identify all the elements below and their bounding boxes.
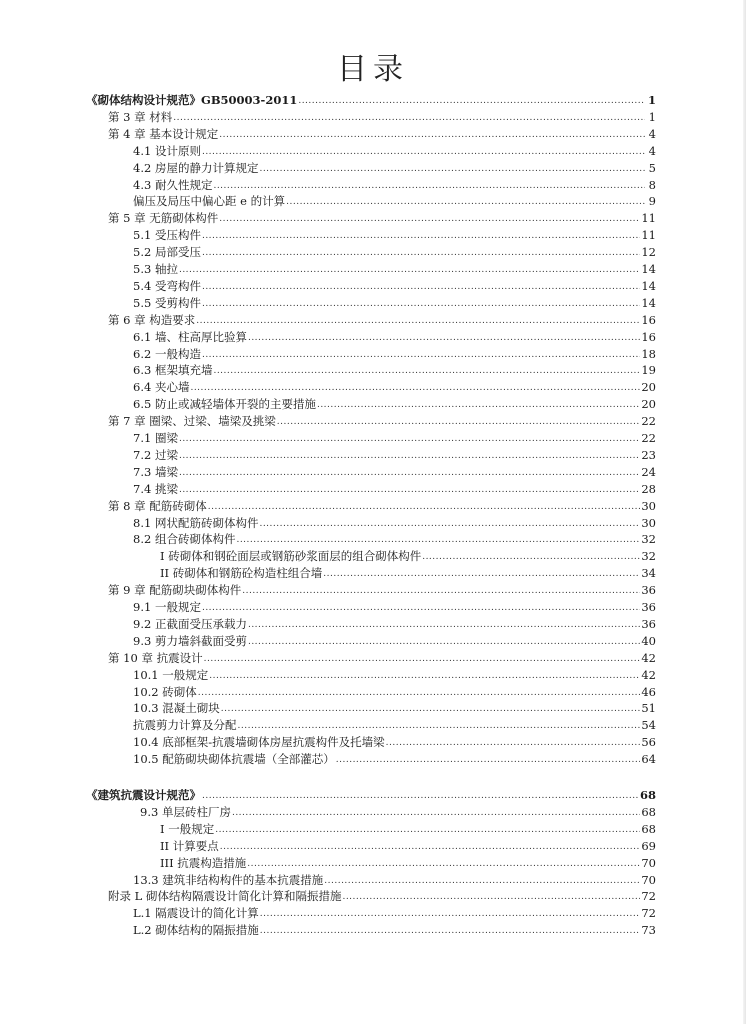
toc-entry[interactable] [108, 888, 656, 904]
toc-entry-label: 13.3 建筑非结构构件的基本抗震措施 [133, 872, 324, 887]
toc-entry-label: 第 10 章 抗震设计 [108, 650, 203, 665]
toc-leader-dots [190, 382, 640, 395]
toc-entry-label: 《建筑抗震设计规范》 [86, 788, 201, 802]
toc-leader-dots [179, 433, 640, 446]
toc-entry-page: 56 [641, 735, 656, 750]
toc-leader-dots [298, 95, 645, 108]
toc-leader-dots [202, 790, 639, 803]
toc-entry[interactable] [133, 922, 656, 938]
toc-entry-page: 14 [641, 295, 656, 310]
toc-entry[interactable] [108, 210, 656, 226]
toc-entry-page: 42 [641, 667, 656, 682]
toc-leader-dots [202, 298, 640, 311]
toc-entry-page: 20 [641, 380, 656, 395]
toc-entry-label: 第 8 章 配筋砖砌体 [108, 498, 207, 513]
toc-leader-dots [324, 875, 640, 888]
toc-entry-page: 42 [641, 650, 656, 665]
toc-entry[interactable] [160, 855, 656, 871]
toc-entry[interactable] [133, 717, 656, 733]
toc-entry[interactable] [133, 515, 656, 531]
toc-entry-page: 14 [641, 278, 656, 293]
toc-entry-label: II 砖砌体和钢筋砼构造柱组合墙 [160, 566, 323, 581]
toc-entry-page: 18 [641, 346, 656, 361]
toc-leader-dots [342, 891, 640, 904]
toc-entry-page: 64 [641, 752, 656, 767]
toc-entry[interactable] [133, 616, 656, 632]
toc-entry[interactable] [86, 787, 656, 803]
toc-entry-page: 19 [641, 363, 656, 378]
toc-entry-page: 68 [639, 788, 656, 802]
toc-entry[interactable] [133, 346, 656, 362]
toc-entry-page: 5 [648, 160, 656, 175]
toc-leader-dots [248, 332, 640, 345]
toc-entry-label: L.1 隔震设计的简化计算 [133, 906, 259, 921]
toc-leader-dots [259, 518, 640, 531]
toc-entry[interactable] [108, 582, 656, 598]
toc-entry-label: 偏压及局压中偏心距 e 的计算 [133, 194, 286, 209]
toc-leader-dots [219, 129, 645, 142]
toc-entry[interactable] [133, 872, 656, 888]
toc-leader-dots [215, 824, 640, 837]
toc-entry-page: 28 [641, 481, 656, 496]
toc-entry-label: 10.4 底部框架-抗震墙砌体房屋抗震构件及托墙梁 [133, 735, 385, 750]
toc-entry-label: 7.4 挑梁 [133, 481, 178, 496]
toc-entry-label: 第 9 章 配筋砌块砌体构件 [108, 583, 242, 598]
toc-entry-label: 6.4 夹心墙 [133, 380, 190, 395]
toc-entry-label: 4.3 耐久性规定 [133, 177, 213, 192]
toc-entry-label: 7.3 墙梁 [133, 464, 178, 479]
toc-entry[interactable] [133, 734, 656, 750]
toc-entry-label: I 砖砌体和钢砼面层或钢筋砂浆面层的组合砌体构件 [160, 549, 422, 564]
toc-entry-page: 8 [648, 177, 656, 192]
toc-entry-page: 4 [648, 143, 656, 158]
toc-entry-page: 16 [641, 329, 656, 344]
toc-entry[interactable] [133, 193, 656, 209]
toc-leader-dots [277, 416, 641, 429]
toc-leader-dots [219, 213, 640, 226]
toc-entry-label: 第 3 章 材料 [108, 109, 173, 124]
toc-entry-page: 23 [641, 447, 656, 462]
toc-entry-label: 6.3 框架填充墙 [133, 363, 213, 378]
toc-entry[interactable] [133, 633, 656, 649]
toc-leader-dots [422, 551, 640, 564]
toc-entry-label: 抗震剪力计算及分配 [133, 718, 237, 733]
toc-entry[interactable] [133, 905, 656, 921]
toc-entry[interactable] [133, 531, 656, 547]
toc-entry-label: 《砌体结构设计规范》GB50003-2011 [86, 93, 298, 107]
toc-entry-page: 12 [641, 245, 656, 260]
toc-entry-page: 22 [641, 431, 656, 445]
toc-leader-dots [204, 653, 641, 666]
toc-entry-page: 51 [641, 701, 656, 716]
toc-entry[interactable] [133, 177, 656, 193]
toc-entry-label: 9.3 剪力墙斜截面受剪 [133, 633, 247, 648]
toc-entry-label: 第 7 章 圈梁、过梁、墙梁及挑梁 [108, 414, 276, 429]
toc-entry[interactable] [133, 751, 656, 767]
toc-leader-dots [179, 467, 640, 480]
toc-leader-dots [202, 247, 640, 260]
toc-entry[interactable] [133, 143, 656, 159]
toc-entry[interactable] [108, 109, 656, 125]
toc-entry-label: 6.5 防止或减轻墙体开裂的主要措施 [133, 397, 316, 412]
toc-entry-label: 第 5 章 无筋砌体构件 [108, 211, 219, 226]
toc-entry[interactable] [133, 278, 656, 294]
toc-entry-page: 68 [641, 821, 656, 836]
toc-entry-page: 20 [641, 397, 656, 412]
toc-entry-label: 8.2 组合砖砌体构件 [133, 532, 236, 547]
toc-leader-dots [179, 484, 640, 497]
toc-entry-label: 第 4 章 基本设计规定 [108, 126, 219, 141]
toc-entry-page: 70 [641, 872, 656, 887]
toc-entry-page: 36 [641, 600, 656, 614]
toc-leader-dots [260, 908, 641, 921]
toc-leader-dots [202, 602, 640, 615]
toc-entry[interactable] [133, 684, 656, 700]
toc-entry-page: 68 [641, 804, 656, 819]
toc-entry[interactable] [133, 667, 656, 683]
toc-leader-dots [260, 925, 641, 938]
toc-entry[interactable] [160, 838, 656, 854]
toc-entry[interactable] [108, 650, 656, 666]
toc-entry[interactable] [133, 160, 656, 176]
toc-entry-page: 73 [641, 923, 656, 938]
toc-entry-label: 5.3 轴拉 [133, 262, 178, 276]
toc-entry-page: 40 [641, 633, 656, 648]
toc-entry[interactable] [133, 261, 656, 277]
toc-entry-label: 5.2 局部受压 [133, 245, 201, 260]
toc-entry-label: III 抗震构造措施 [160, 855, 247, 870]
toc-leader-dots [242, 585, 640, 598]
toc-entry-label: 5.1 受压构件 [133, 228, 201, 243]
toc-entry-page: 32 [641, 549, 656, 564]
toc-leader-dots [202, 281, 640, 294]
toc-entry-page: 14 [641, 262, 656, 276]
toc-entry-label: 9.1 一般规定 [133, 600, 201, 614]
toc-entry[interactable] [160, 821, 656, 837]
toc-leader-dots [208, 501, 641, 514]
toc-entry-page: 46 [641, 684, 656, 699]
toc-entry-page: 1 [647, 93, 656, 107]
toc-entry-label: 5.4 受弯构件 [133, 278, 201, 293]
toc-leader-dots [213, 365, 640, 378]
toc-entry-page: 30 [641, 498, 656, 513]
toc-entry-page: 30 [641, 515, 656, 530]
toc-entry-label: 10.5 配筋砌块砌体抗震墙（全部灌芯） [133, 752, 335, 767]
toc-entry-page: 72 [641, 906, 656, 921]
toc-entry-page: 70 [641, 855, 656, 870]
toc-entry-label: 8.1 网状配筋砖砌体构件 [133, 515, 259, 530]
toc-entry-page: 32 [641, 532, 656, 547]
toc-entry[interactable] [133, 700, 656, 716]
toc-leader-dots [173, 112, 645, 125]
toc-entry-label: 7.1 圈梁 [133, 431, 178, 445]
toc-leader-dots [202, 230, 640, 243]
toc-leader-dots [196, 315, 640, 328]
page-title: 目录 [337, 52, 409, 87]
toc-entry-label: 4.2 房屋的静力计算规定 [133, 160, 259, 175]
toc-entry-label: 9.3 单层砖柱厂房 [140, 804, 231, 819]
toc-entry-page: 4 [648, 126, 656, 141]
toc-entry-label: 7.2 过梁 [133, 447, 178, 462]
toc-leader-dots [386, 737, 641, 750]
toc-entry-label: 5.5 受剪构件 [133, 295, 201, 310]
toc-leader-dots [179, 450, 640, 463]
toc-entry-page: 22 [641, 414, 656, 429]
toc-leader-dots [179, 264, 640, 277]
toc-leader-dots [248, 636, 640, 649]
toc-entry[interactable] [133, 430, 656, 446]
toc-entry-page: 16 [641, 312, 656, 327]
toc-leader-dots [248, 619, 640, 632]
toc-entry[interactable] [140, 804, 656, 820]
toc-leader-dots [336, 754, 641, 767]
toc-leader-dots [213, 180, 645, 193]
toc-entry[interactable] [133, 464, 656, 480]
toc-entry-label: 9.2 正截面受压承载力 [133, 616, 247, 631]
toc-entry[interactable] [133, 362, 656, 378]
toc-entry-page: 24 [641, 464, 656, 479]
toc-leader-dots [323, 568, 640, 581]
toc-entry-label: 附录 L 砌体结构隔震设计简化计算和隔振措施 [108, 889, 342, 904]
toc-leader-dots [198, 687, 641, 700]
toc-entry[interactable] [133, 396, 656, 412]
toc-entry-page: 54 [641, 718, 656, 733]
toc-entry[interactable] [133, 227, 656, 243]
toc-leader-dots [247, 858, 640, 871]
toc-entry[interactable] [86, 92, 656, 108]
toc-entry-page: 69 [641, 838, 656, 853]
toc-entry[interactable] [108, 498, 656, 514]
toc-entry-label: L.2 砌体结构的隔振措施 [133, 923, 259, 938]
toc-entry-label: 10.2 砖砌体 [133, 684, 197, 699]
toc-leader-dots [259, 163, 645, 176]
toc-leader-dots [232, 807, 640, 820]
toc-entry[interactable] [160, 565, 656, 581]
toc-entry-label: 10.3 混凝土砌块 [133, 701, 220, 716]
toc-entry[interactable] [133, 379, 656, 395]
toc-entry[interactable] [133, 447, 656, 463]
toc-entry-page: 11 [641, 211, 656, 226]
toc-entry-label: II 计算要点 [160, 838, 219, 853]
toc-entry-label: 第 6 章 构造要求 [108, 312, 196, 327]
toc-entry[interactable] [133, 329, 656, 345]
toc-leader-dots [202, 349, 640, 362]
toc-leader-dots [209, 670, 640, 683]
toc-entry-label: 10.1 一般规定 [133, 667, 209, 682]
toc-entry-label: 4.1 设计原则 [133, 143, 201, 158]
toc-entry[interactable] [133, 599, 656, 615]
toc-entry-page: 1 [648, 109, 656, 124]
toc-entry[interactable] [133, 295, 656, 311]
toc-leader-dots [236, 534, 640, 547]
toc-entry-label: 6.2 一般构造 [133, 346, 201, 361]
toc-entry-page: 36 [641, 616, 656, 631]
toc-entry-page: 36 [641, 583, 656, 598]
toc-leader-dots [317, 399, 640, 412]
toc-entry[interactable] [108, 312, 656, 328]
toc-entry-page: 34 [641, 566, 656, 581]
toc-entry-page: 9 [648, 194, 656, 209]
toc-entry[interactable] [133, 244, 656, 260]
toc-leader-dots [286, 196, 645, 209]
toc-entry-page: 11 [641, 228, 656, 243]
toc-leader-dots [221, 703, 641, 716]
toc-entry[interactable] [133, 481, 656, 497]
toc-leader-dots [202, 146, 645, 159]
toc-entry-label: I 一般规定 [160, 821, 215, 836]
toc-entry[interactable] [108, 126, 656, 142]
toc-leader-dots [238, 720, 641, 733]
toc-leader-dots [220, 841, 641, 854]
toc-entry[interactable] [160, 548, 656, 564]
toc-entry-label: 6.1 墙、柱高厚比验算 [133, 329, 247, 344]
toc-entry-page: 72 [641, 889, 656, 904]
toc-entry[interactable] [108, 413, 656, 429]
